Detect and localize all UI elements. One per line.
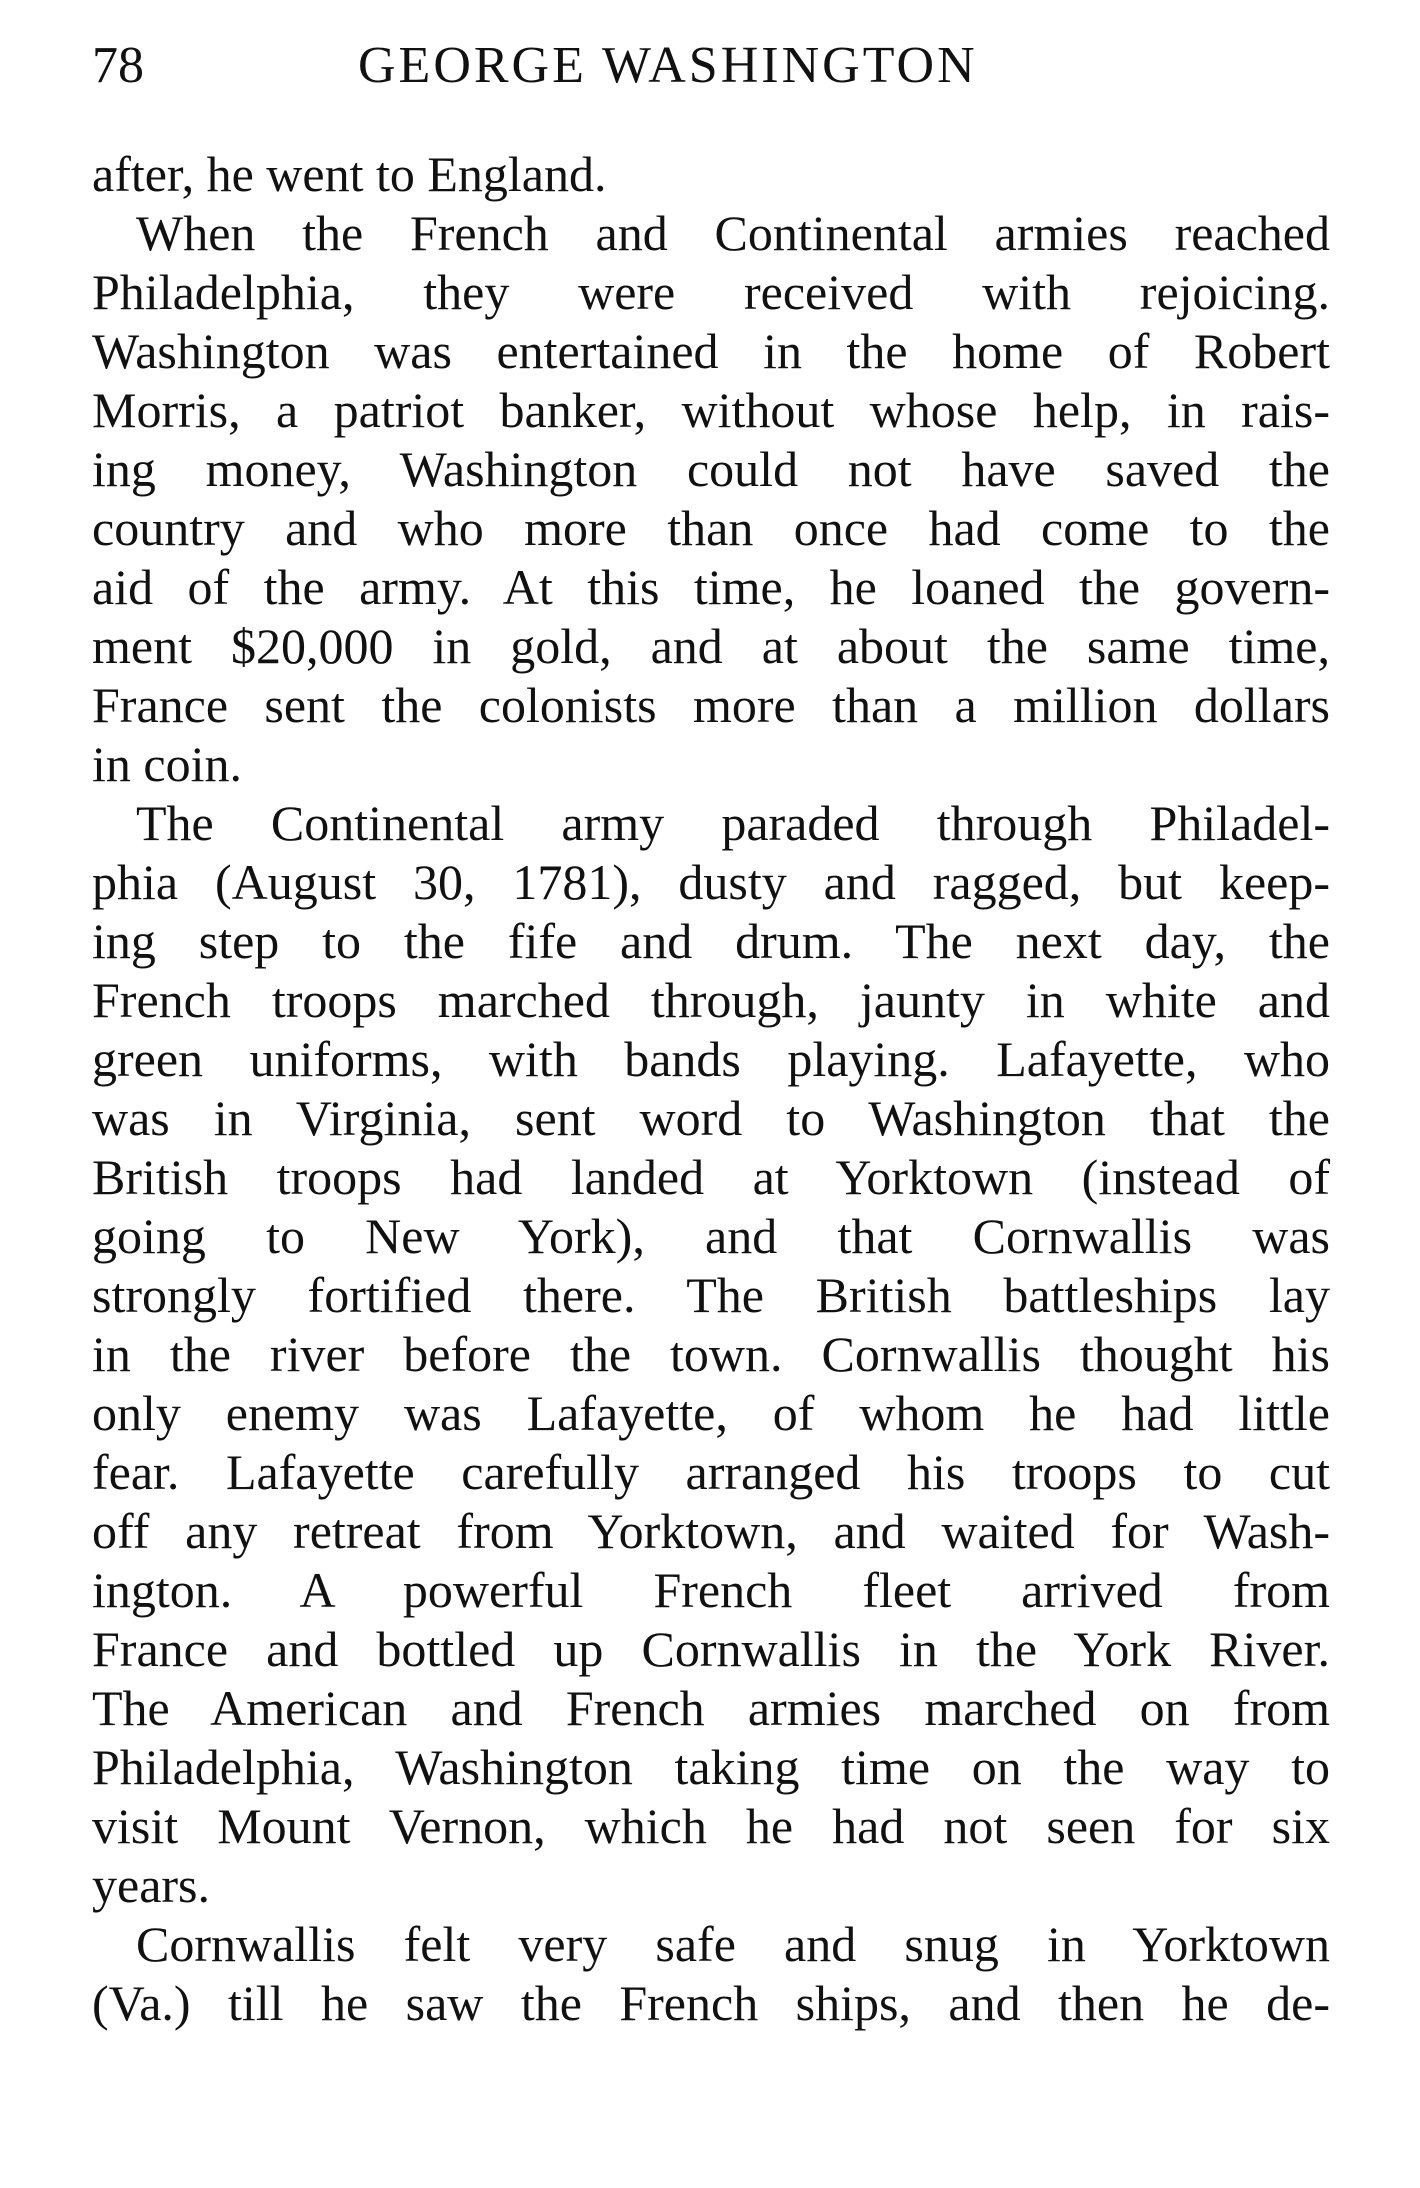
- text-line: ing step to the fife and drum. The next day, the: [92, 913, 1330, 969]
- running-title: GEORGE WASHINGTON: [358, 37, 978, 94]
- paragraph: [92, 145, 1330, 204]
- text-line: in the river before the town. Cornwallis thought his: [92, 1326, 1330, 1382]
- text-line: French troops marched through, jaunty in white and: [92, 972, 1330, 1028]
- text-line: years.: [92, 1857, 210, 1913]
- text-line: Morris, a patriot banker, without whose help, in rais-: [92, 382, 1330, 438]
- text-line: ing money, Washington could not have saved the: [92, 441, 1330, 497]
- text-line: visit Mount Vernon, which he had not seen for six: [92, 1798, 1330, 1854]
- text-line: Cornwallis felt very safe and snug in Yorktown: [136, 1916, 1330, 1972]
- text-line: Philadelphia, Washington taking time on the way to: [92, 1739, 1330, 1795]
- text-line: The American and French armies marched on from: [92, 1680, 1330, 1736]
- text-line: British troops had landed at Yorktown (instead of: [92, 1149, 1330, 1205]
- text-line: (Va.) till he saw the French ships, and then he de-: [92, 1975, 1330, 2031]
- text-line: off any retreat from Yorktown, and waited for Wash-: [92, 1503, 1330, 1559]
- paragraph: [92, 1915, 1330, 2033]
- text-line: strongly fortified there. The British battleships lay: [92, 1267, 1330, 1323]
- text-line: ment $20,000 in gold, and at about the same time,: [92, 618, 1330, 674]
- text-line: Philadelphia, they were received with rejoicing.: [92, 264, 1330, 320]
- page-body: [92, 145, 1330, 2033]
- text-line: going to New York), and that Cornwallis was: [92, 1208, 1330, 1264]
- text-line: aid of the army. At this time, he loaned the govern-: [92, 559, 1330, 615]
- paragraph: [92, 204, 1330, 794]
- text-line: after, he went to England.: [92, 146, 607, 202]
- text-line: The Continental army paraded through Philadel-: [136, 795, 1330, 851]
- text-line: in coin.: [92, 736, 242, 792]
- text-line: phia (August 30, 1781), dusty and ragged, but keep-: [92, 854, 1330, 910]
- text-line: When the French and Continental armies reached: [136, 205, 1330, 261]
- text-line: country and who more than once had come to the: [92, 500, 1330, 556]
- text-line: was in Virginia, sent word to Washington that the: [92, 1090, 1330, 1146]
- page-number: 78: [92, 37, 144, 94]
- text-line: Washington was entertained in the home of Robert: [92, 323, 1330, 379]
- paragraph: [92, 794, 1330, 1915]
- text-line: green uniforms, with bands playing. Lafayette, who: [92, 1031, 1330, 1087]
- running-header: [92, 36, 1332, 96]
- text-line: fear. Lafayette carefully arranged his troops to cut: [92, 1444, 1330, 1500]
- text-line: ington. A powerful French fleet arrived from: [92, 1562, 1330, 1618]
- text-line: France and bottled up Cornwallis in the York River.: [92, 1621, 1330, 1677]
- text-line: only enemy was Lafayette, of whom he had little: [92, 1385, 1330, 1441]
- text-line: France sent the colonists more than a million dollars: [92, 677, 1330, 733]
